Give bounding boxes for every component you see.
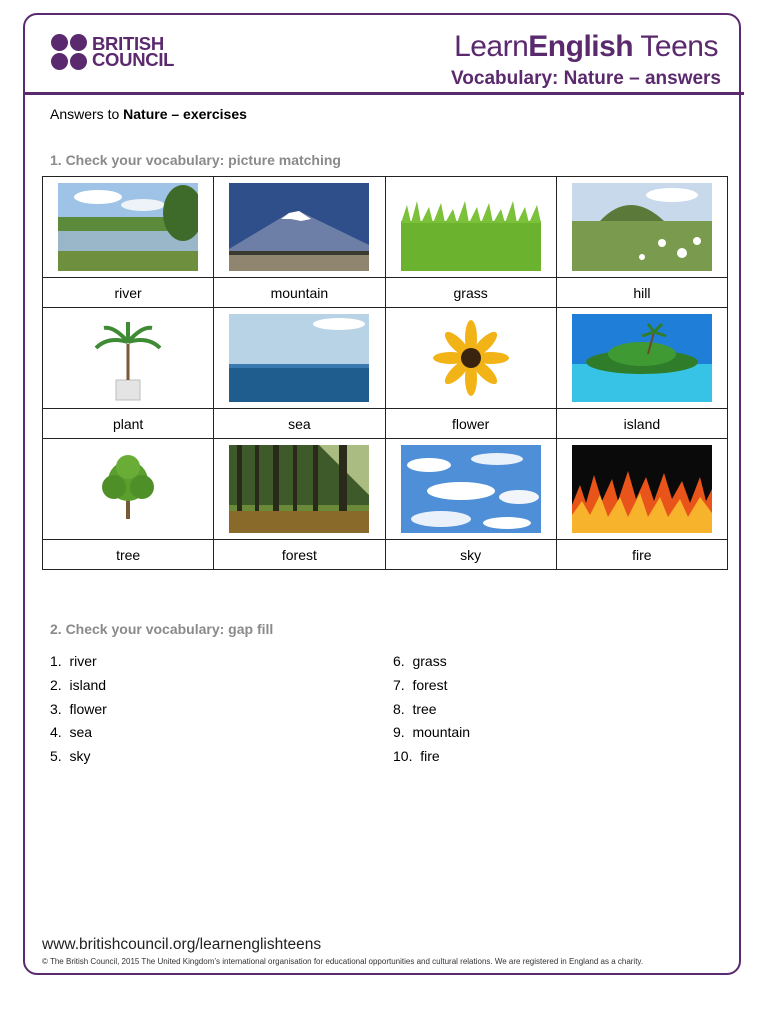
picture-label: river (43, 278, 214, 308)
image-cell (385, 439, 556, 540)
picture-label: plant (43, 409, 214, 439)
image-cell (385, 177, 556, 278)
image-row (43, 177, 728, 278)
picture-matching-table (42, 176, 728, 570)
mountain-photo (229, 183, 369, 271)
gap-fill-item: 1. river (50, 653, 97, 669)
picture-label: sea (214, 409, 385, 439)
hill-photo (572, 183, 712, 271)
label-row (43, 278, 728, 308)
image-cell (214, 439, 385, 540)
image-cell (43, 439, 214, 540)
page-title: Vocabulary: Nature – answers (451, 68, 721, 89)
image-cell (385, 308, 556, 409)
logo-line-2: COUNCIL (92, 49, 175, 70)
header-divider (23, 92, 744, 95)
gap-fill-item: 6. grass (393, 653, 447, 669)
section-1-heading: 1. Check your vocabulary: picture matching (50, 152, 341, 168)
learnenglish-teens-logo: LearnEnglish Teens (454, 30, 718, 63)
image-row (43, 439, 728, 540)
gap-fill-item: 2. island (50, 676, 107, 693)
picture-label: forest (214, 540, 385, 570)
picture-label: mountain (214, 278, 385, 308)
image-cell (556, 308, 727, 409)
image-cell (43, 308, 214, 409)
river-photo (58, 183, 198, 271)
image-cell (556, 177, 727, 278)
footer-copyright: © The British Council, 2015 The United Kingdom’s international organisation for educational opportunities and cultural relations. We are registered in England as a charity. (42, 957, 644, 966)
forest-photo (229, 445, 369, 533)
intro-text: Answers to Nature – exercises (50, 106, 247, 122)
sky-photo (401, 445, 541, 533)
grass-photo (401, 183, 541, 271)
sea-photo (229, 314, 369, 402)
label-row (43, 409, 728, 439)
gap-fill-item: 3. flower (50, 700, 107, 717)
image-cell (214, 177, 385, 278)
image-cell (43, 177, 214, 278)
picture-label: island (556, 409, 727, 439)
footer-url-link[interactable]: www.britishcouncil.org/learnenglishteens (42, 936, 322, 953)
label-row (43, 540, 728, 570)
gap-fill-item: 8. tree (393, 700, 437, 717)
gap-fill-list-left (50, 650, 107, 769)
gap-fill-item: 4. sea (50, 724, 93, 741)
picture-label: tree (43, 540, 214, 570)
image-cell (214, 308, 385, 409)
gap-fill-item: 7. forest (393, 676, 448, 693)
tree-photo (58, 445, 198, 533)
logo-line-1: BRITISH (92, 33, 164, 54)
picture-label: flower (385, 409, 556, 439)
picture-label: fire (556, 540, 727, 570)
fire-photo (572, 445, 712, 533)
island-photo (572, 314, 712, 402)
image-row (43, 308, 728, 409)
gap-fill-item: 5. sky (50, 748, 91, 765)
picture-label: grass (385, 278, 556, 308)
british-council-dots-icon (51, 34, 87, 70)
picture-label: hill (556, 278, 727, 308)
flower-photo (401, 314, 541, 402)
picture-label: sky (385, 540, 556, 570)
gap-fill-list-right (393, 650, 470, 769)
gap-fill-item: 9. mountain (393, 724, 471, 741)
plant-photo (58, 314, 198, 402)
gap-fill-item: 10. fire (393, 748, 440, 765)
section-2-heading: 2. Check your vocabulary: gap fill (50, 621, 274, 637)
british-council-logo (51, 34, 174, 70)
image-cell (556, 439, 727, 540)
